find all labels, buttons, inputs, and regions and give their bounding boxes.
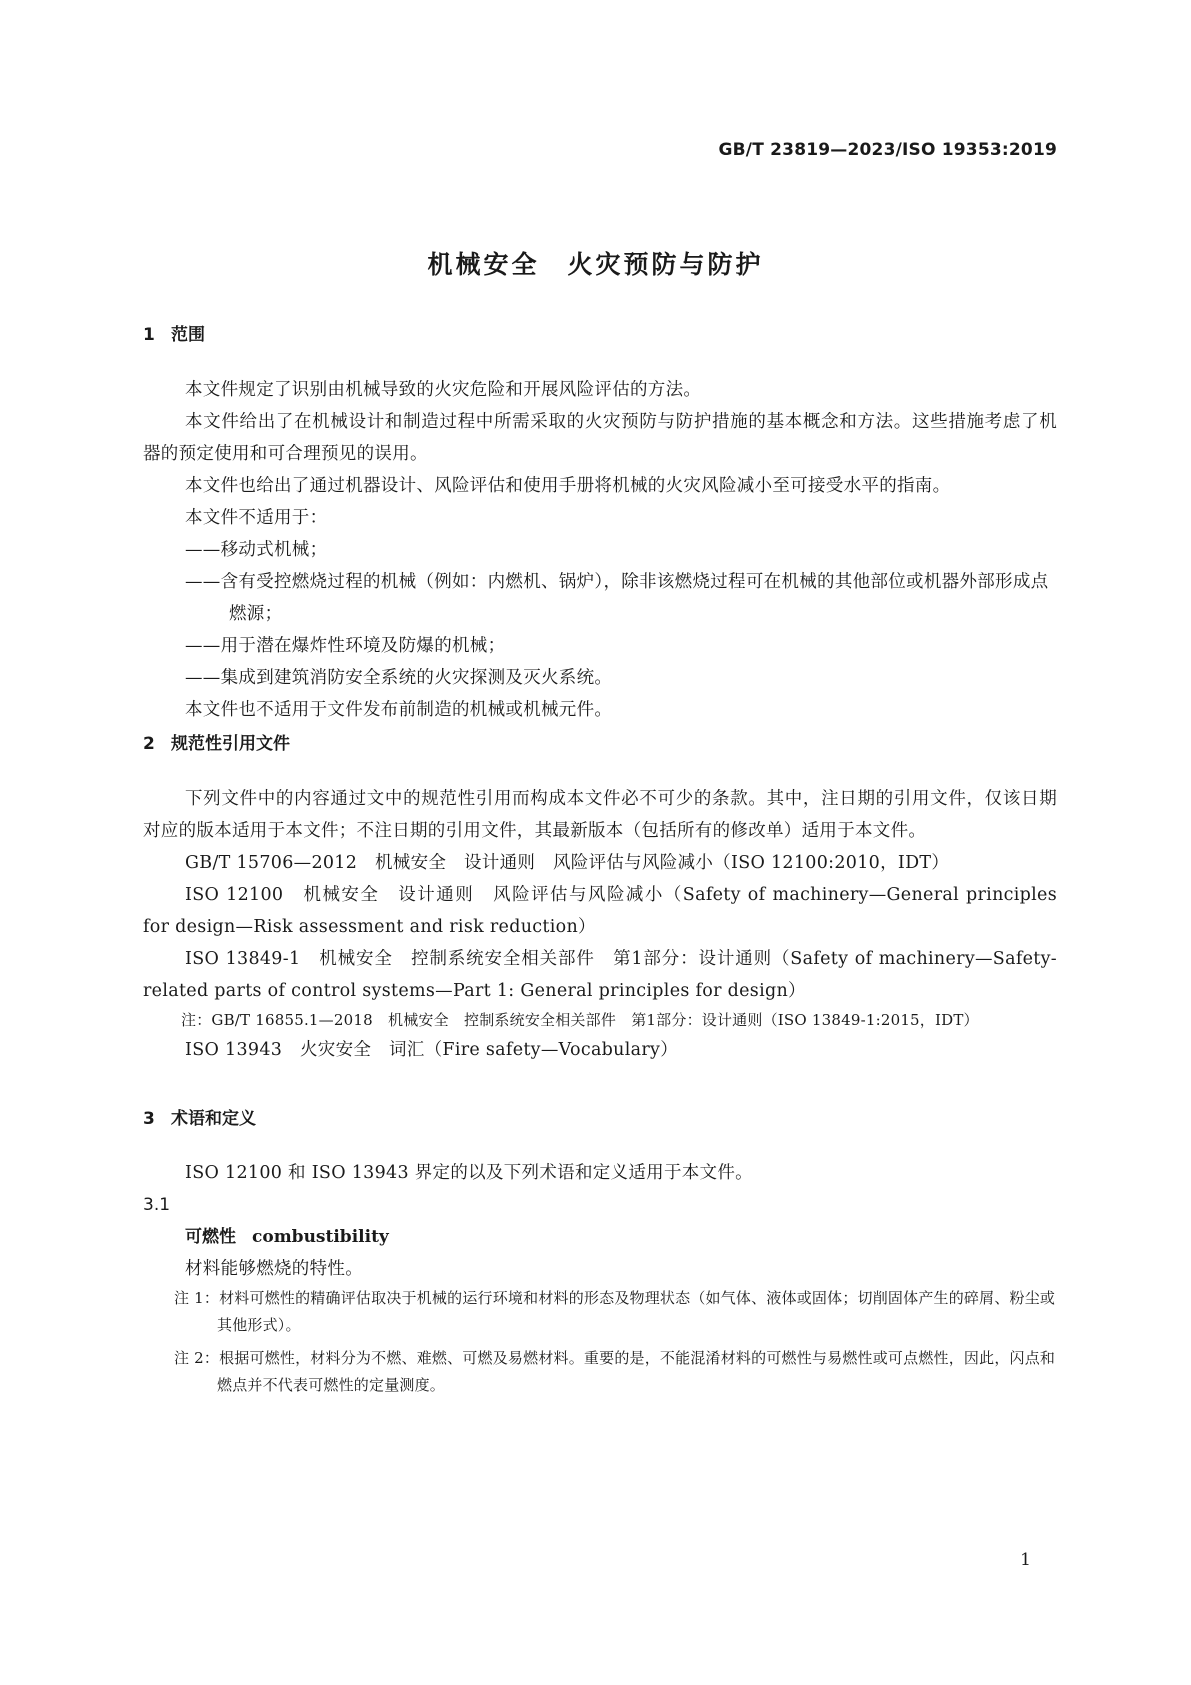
term-chinese: 可燃性 — [185, 1227, 236, 1247]
section-2-body — [143, 783, 1057, 1066]
list-item: ——含有受控燃烧过程的机械（例如：内燃机、锅炉），除非该燃烧过程可在机械的其他部位或机器外部形成点燃源； — [185, 572, 1049, 624]
term-note-1: 注 1：材料可燃性的精确评估取决于机械的运行环境和材料的形态及物理状态（如气体、液体或固体；切削固体产生的碎屑、粉尘或其他形式）。 — [174, 1289, 1056, 1334]
list-item: ——集成到建筑消防安全系统的火灾探测及灭火系统。 — [185, 668, 613, 688]
section-1-body — [143, 374, 1057, 726]
paragraph: 本文件规定了识别由机械导致的火灾危险和开展风险评估的方法。 — [185, 380, 702, 400]
reference-item: ISO 13943 火灾安全 词汇（Fire safety—Vocabulary） — [185, 1040, 679, 1060]
list-item: ——移动式机械； — [185, 540, 328, 560]
paragraph: 本文件不适用于： — [185, 508, 328, 528]
section-2 — [143, 729, 1057, 754]
term-english: combustibility — [252, 1227, 389, 1247]
reference-item: GB/T 15706—2012 机械安全 设计通则 风险评估与风险减小（ISO 12100:2010，IDT） — [185, 853, 950, 873]
section-1 — [143, 320, 1057, 345]
term-entry — [143, 1221, 1057, 1253]
page-number: 1 — [1020, 1550, 1031, 1570]
section-heading: 3 术语和定义 — [143, 1109, 256, 1129]
reference-item: ISO 12100 机械安全 设计通则 风险评估与风险减小（Safety of machinery—General principles for design—Risk assessment and risk reduction） — [143, 885, 1057, 937]
paragraph: 下列文件中的内容通过文中的规范性引用而构成本文件必不可少的条款。其中，注日期的引用文件，仅该日期对应的版本适用于本文件；不注日期的引用文件，其最新版本（包括所有的修改单）适用于本文件。 — [143, 789, 1057, 841]
paragraph: ISO 12100 和 ISO 13943 界定的以及下列术语和定义适用于本文件。 — [185, 1163, 753, 1183]
paragraph: 本文件也不适用于文件发布前制造的机械或机械元件。 — [185, 700, 613, 720]
term-definition: 材料能够燃烧的特性。 — [185, 1259, 363, 1279]
list-item: ——用于潜在爆炸性环境及防爆的机械； — [185, 636, 506, 656]
reference-item: ISO 13849-1 机械安全 控制系统安全相关部件 第1部分：设计通则（Safety of machinery—Safety-related parts of control systems—Part 1: General principles for design） — [143, 949, 1057, 1001]
section-3 — [143, 1104, 1057, 1129]
document-title: 机械安全 火灾预防与防护 — [427, 250, 764, 279]
section-3-body — [143, 1157, 1057, 1399]
term-number: 3.1 — [143, 1195, 171, 1215]
section-heading: 2 规范性引用文件 — [143, 734, 290, 754]
paragraph: 本文件给出了在机械设计和制造过程中所需采取的火灾预防与防护措施的基本概念和方法。这些措施考虑了机器的预定使用和可合理预见的误用。 — [143, 412, 1057, 464]
term-note-2: 注 2：根据可燃性，材料分为不燃、难燃、可燃及易燃材料。重要的是，不能混淆材料的可燃性与易燃性或可点燃性，因此，闪点和燃点并不代表可燃性的定量测度。 — [174, 1349, 1056, 1394]
section-heading: 1 范围 — [143, 325, 205, 345]
standard-code: GB/T 23819—2023/ISO 19353:2019 — [718, 140, 1057, 160]
reference-note: 注：GB/T 16855.1—2018 机械安全 控制系统安全相关部件 第1部分：设计通则（ISO 13849-1:2015，IDT） — [181, 1011, 979, 1029]
paragraph: 本文件也给出了通过机器设计、风险评估和使用手册将机械的火灾风险减小至可接受水平的指南。 — [185, 476, 951, 496]
